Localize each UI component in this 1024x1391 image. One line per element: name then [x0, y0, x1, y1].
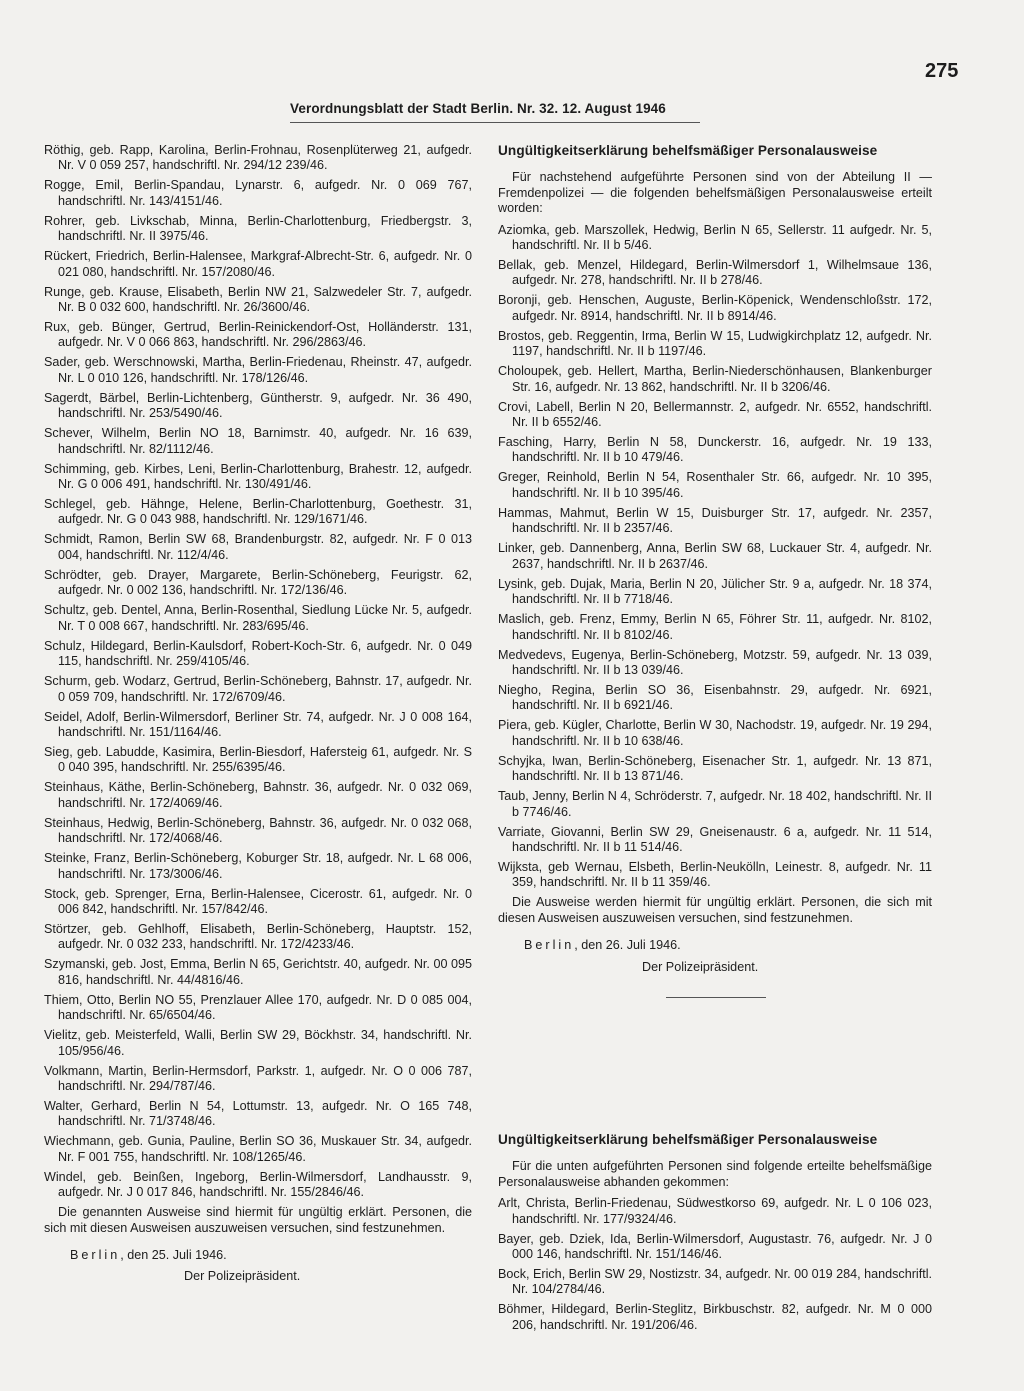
section-1-closing-text: Die Ausweise werden hiermit für ungültig erklärt. Personen, die sich mit diesen Ausweisen auszuweisen versuchen, sind festzunehmen. [498, 895, 932, 925]
section-1-intro: Für nachstehend aufgeführte Personen sind von der Abteilung II — Fremdenpolizei — die folgenden behelfsmäßigen Personalausweise erteilt worden: [498, 170, 932, 216]
section-separator [666, 997, 766, 998]
list-item: Sagerdt, Bärbel, Berlin-Lichtenberg, Güntherstr. 9, aufgedr. Nr. 36 490, handschriftl. Nr. 253/5490/46. [44, 390, 472, 421]
list-item: Störtzer, geb. Gehlhoff, Elisabeth, Berlin-Schöneberg, Hauptstr. 152, aufgedr. Nr. 0 032 233, handschriftl. Nr. 172/4233/46. [44, 921, 472, 952]
left-column [44, 143, 472, 1285]
list-item: Medvedevs, Eugenya, Berlin-Schöneberg, Motzstr. 59, aufgedr. Nr. 13 039, handschriftl. Nr. II b 13 039/46. [498, 647, 932, 677]
list-item: Runge, geb. Krause, Elisabeth, Berlin NW 21, Salzwedeler Str. 7, aufgedr. Nr. B 0 032 600, handschriftl. Nr. 26/3600/46. [44, 284, 472, 315]
list-item: Crovi, Labell, Berlin N 20, Bellermannstr. 2, aufgedr. Nr. 6552, handschriftl. Nr. II b 6552/46. [498, 399, 932, 430]
list-item: Bayer, geb. Dziek, Ida, Berlin-Wilmersdorf, Augustastr. 76, aufgedr. Nr. J 0 000 146, handschriftl. Nr. 151/146/46. [498, 1231, 932, 1262]
list-item: Schimming, geb. Kirbes, Leni, Berlin-Charlottenburg, Brahestr. 12, aufgedr. Nr. G 0 006 491, handschriftl. Nr. 130/491/46. [44, 461, 472, 492]
section-1-dateline [524, 938, 932, 953]
left-signer: Der Polizeipräsident. [184, 1269, 301, 1284]
left-closing-text: Die genannten Ausweise sind hiermit für ungültig erklärt. Personen, die sich mit diesen Ausweisen auszuweisen versuchen, sind festzunehmen. [44, 1205, 472, 1235]
list-item: Röthig, geb. Rapp, Karolina, Berlin-Frohnau, Rosenplüterweg 21, aufgedr. Nr. V 0 059 257, handschriftl. Nr. 294/12 239/46. [44, 143, 472, 173]
list-item: Greger, Reinhold, Berlin N 54, Rosenthaler Str. 66, aufgedr. Nr. 10 395, handschriftl. Nr. II b 10 395/46. [498, 470, 932, 500]
list-item: Wiechmann, geb. Gunia, Pauline, Berlin SO 36, Muskauer Str. 34, aufgedr. Nr. F 001 755, handschriftl. Nr. 108/1265/46. [44, 1134, 472, 1164]
list-item: Volkmann, Martin, Berlin-Hermsdorf, Parkstr. 1, aufgedr. Nr. O 0 006 787, handschriftl. Nr. 294/787/46. [44, 1063, 472, 1093]
list-item: Seidel, Adolf, Berlin-Wilmersdorf, Berliner Str. 74, aufgedr. Nr. J 0 008 164, handschriftl. Nr. 151/1164/46. [44, 709, 472, 739]
list-item: Schlegel, geb. Hähnge, Helene, Berlin-Charlottenburg, Goethestr. 31, aufgedr. Nr. G 0 043 988, handschriftl. Nr. 129/1671/46. [44, 497, 472, 527]
list-item: Niegho, Regina, Berlin SO 36, Eisenbahnstr. 29, aufgedr. Nr. 6921, handschriftl. Nr. II b 6921/46. [498, 682, 932, 713]
list-item: Taub, Jenny, Berlin N 4, Schröderstr. 7, aufgedr. Nr. 18 402, handschriftl. Nr. II b 7746/46. [498, 789, 932, 819]
right-column-section-1 [498, 143, 932, 998]
list-item: Stock, geb. Sprenger, Erna, Berlin-Halensee, Cicerostr. 61, aufgedr. Nr. 0 006 842, handschriftl. Nr. 157/842/46. [44, 886, 472, 916]
section-2-title: Ungültigkeitserklärung behelfsmäßiger Personalausweise [498, 1132, 878, 1147]
list-item: Schmidt, Ramon, Berlin SW 68, Brandenburgstr. 82, aufgedr. Nr. F 0 013 004, handschriftl. Nr. 112/4/46. [44, 532, 472, 562]
list-item: Szymanski, geb. Jost, Emma, Berlin N 65, Gerichtstr. 40, aufgedr. Nr. 00 095 816, handschriftl. Nr. 44/4816/46. [44, 957, 472, 987]
left-date-text: , den 25. Juli 1946. [120, 1248, 227, 1262]
header-rule [290, 122, 700, 123]
running-header: Verordnungsblatt der Stadt Berlin. Nr. 32. 12. August 1946 [290, 101, 666, 116]
list-item: Piera, geb. Kügler, Charlotte, Berlin W 30, Nachodstr. 19, aufgedr. Nr. 19 294, handschriftl. Nr. II b 10 638/46. [498, 718, 932, 748]
list-item: Sader, geb. Werschnowski, Martha, Berlin-Friedenau, Rheinstr. 47, aufgedr. Nr. L 0 010 126, handschriftl. Nr. 178/126/46. [44, 355, 472, 385]
list-item: Boronji, geb. Henschen, Auguste, Berlin-Köpenick, Wendenschloßstr. 172, aufgedr. Nr. 8914, handschriftl. Nr. II b 8914/46. [498, 293, 932, 323]
list-item: Rückert, Friedrich, Berlin-Halensee, Markgraf-Albrecht-Str. 6, aufgedr. Nr. 0 021 080, handschriftl. Nr. 157/2080/46. [44, 249, 472, 279]
list-item: Steinke, Franz, Berlin-Schöneberg, Koburger Str. 18, aufgedr. Nr. L 68 006, handschriftl. Nr. 173/3006/46. [44, 851, 472, 881]
list-item: Rogge, Emil, Berlin-Spandau, Lynarstr. 6, aufgedr. Nr. 0 069 767, handschriftl. Nr. 143/4151/46. [44, 178, 472, 208]
list-item: Schurm, geb. Wodarz, Gertrud, Berlin-Schöneberg, Bahnstr. 17, aufgedr. Nr. 0 059 709, handschriftl. Nr. 172/6709/46. [44, 674, 472, 704]
list-item: Brostos, geb. Reggentin, Irma, Berlin W 15, Ludwigkirchplatz 12, aufgedr. Nr. 1197, handschriftl. Nr. II b 1197/46. [498, 328, 932, 359]
section-2-entry-list [498, 1196, 932, 1333]
list-item: Sieg, geb. Labudde, Kasimira, Berlin-Biesdorf, Hafersteig 61, aufgedr. Nr. S 0 040 395, handschriftl. Nr. 255/6395/46. [44, 744, 472, 775]
list-item: Arlt, Christa, Berlin-Friedenau, Südwestkorso 69, aufgedr. Nr. L 0 106 023, handschriftl. Nr. 177/9324/46. [498, 1196, 932, 1226]
list-item: Maslich, geb. Frenz, Emmy, Berlin N 65, Föhrer Str. 11, aufgedr. Nr. 8102, handschriftl. Nr. II b 8102/46. [498, 612, 932, 642]
list-item: Wijksta, geb Wernau, Elsbeth, Berlin-Neukölln, Leinestr. 8, aufgedr. Nr. 11 359, handschriftl. Nr. II b 11 359/46. [498, 859, 932, 890]
list-item: Linker, geb. Dannenberg, Anna, Berlin SW 68, Luckauer Str. 4, aufgedr. Nr. 2637, handschriftl. Nr. II b 2637/46. [498, 541, 932, 571]
list-item: Rohrer, geb. Livkschab, Minna, Berlin-Charlottenburg, Friedbergstr. 3, handschriftl. Nr. II 3975/46. [44, 213, 472, 244]
list-item: Bock, Erich, Berlin SW 29, Nostizstr. 34, aufgedr. Nr. 00 019 284, handschriftl. Nr. 104/2784/46. [498, 1267, 932, 1297]
section-1-date-text: , den 26. Juli 1946. [574, 938, 681, 953]
list-item: Thiem, Otto, Berlin NO 55, Prenzlauer Allee 170, aufgedr. Nr. D 0 085 004, handschriftl. Nr. 65/6504/46. [44, 992, 472, 1023]
page-number: 275 [925, 60, 959, 82]
section-1-date-place: Berlin [524, 938, 575, 953]
list-item: Rux, geb. Bünger, Gertrud, Berlin-Reinickendorf-Ost, Holländerstr. 131, aufgedr. Nr. V 0 066 863, handschriftl. Nr. 296/2863/46. [44, 320, 472, 350]
left-entry-list [44, 143, 472, 1201]
list-item: Schulz, Hildegard, Berlin-Kaulsdorf, Robert-Koch-Str. 6, aufgedr. Nr. 0 049 115, handschriftl. Nr. 259/4105/46. [44, 638, 472, 669]
list-item: Aziomka, geb. Marszollek, Hedwig, Berlin N 65, Sellerstr. 11 aufgedr. Nr. 5, handschriftl. Nr. II b 5/46. [498, 222, 932, 253]
section-1-title: Ungültigkeitserklärung behelfsmäßiger Personalausweise [498, 143, 878, 158]
section-1-signer: Der Polizeipräsident. [642, 959, 759, 974]
list-item: Schrödter, geb. Drayer, Margarete, Berlin-Schöneberg, Feurigstr. 62, aufgedr. Nr. 0 002 136, handschriftl. Nr. 172/136/46. [44, 567, 472, 598]
left-date-place: Berlin [70, 1248, 121, 1262]
list-item: Böhmer, Hildegard, Berlin-Steglitz, Birkbuschstr. 82, aufgedr. Nr. M 0 000 206, handschriftl. Nr. 191/206/46. [498, 1302, 932, 1332]
list-item: Windel, geb. Beinßen, Ingeborg, Berlin-Wilmersdorf, Landhausstr. 9, aufgedr. Nr. J 0 017 846, handschriftl. Nr. 155/2846/46. [44, 1169, 472, 1200]
section-1-entry-list [498, 223, 932, 891]
left-dateline [70, 1248, 472, 1263]
list-item: Bellak, geb. Menzel, Hildegard, Berlin-Wilmersdorf 1, Wilhelmsaue 136, aufgedr. Nr. 278, handschriftl. Nr. II b 278/46. [498, 258, 932, 288]
list-item: Hammas, Mahmut, Berlin W 15, Duisburger Str. 17, aufgedr. Nr. 2357, handschriftl. Nr. II b 2357/46. [498, 505, 932, 536]
list-item: Steinhaus, Käthe, Berlin-Schöneberg, Bahnstr. 36, aufgedr. Nr. 0 032 069, handschriftl. Nr. 172/4069/46. [44, 780, 472, 810]
list-item: Vielitz, geb. Meisterfeld, Walli, Berlin SW 29, Böckhstr. 34, handschriftl. Nr. 105/956/46. [44, 1028, 472, 1058]
right-column-section-2 [498, 1132, 932, 1338]
list-item: Choloupek, geb. Hellert, Martha, Berlin-Niederschönhausen, Blankenburger Str. 16, aufgedr. Nr. 13 862, handschriftl. Nr. II b 3206/46. [498, 364, 932, 394]
list-item: Fasching, Harry, Berlin N 58, Dunckerstr. 16, aufgedr. Nr. 19 133, handschriftl. Nr. II b 10 479/46. [498, 435, 932, 465]
list-item: Schyjka, Iwan, Berlin-Schöneberg, Eisenacher Str. 1, aufgedr. Nr. 13 871, handschriftl. Nr. II b 13 871/46. [498, 753, 932, 784]
list-item: Schever, Wilhelm, Berlin NO 18, Barnimstr. 40, aufgedr. Nr. 16 639, handschriftl. Nr. 82/1112/46. [44, 426, 472, 456]
list-item: Lysink, geb. Dujak, Maria, Berlin N 20, Jülicher Str. 9 a, aufgedr. Nr. 18 374, handschriftl. Nr. II b 7718/46. [498, 576, 932, 607]
list-item: Walter, Gerhard, Berlin N 54, Lottumstr. 13, aufgedr. Nr. O 165 748, handschriftl. Nr. 71/3748/46. [44, 1098, 472, 1129]
section-2-intro: Für die unten aufgeführten Personen sind folgende erteilte behelfsmäßige Personalausweise abhanden gekommen: [498, 1159, 932, 1189]
list-item: Steinhaus, Hedwig, Berlin-Schöneberg, Bahnstr. 36, aufgedr. Nr. 0 032 068, handschriftl. Nr. 172/4068/46. [44, 815, 472, 846]
list-item: Schultz, geb. Dentel, Anna, Berlin-Rosenthal, Siedlung Lücke Nr. 5, aufgedr. Nr. T 0 008 667, handschriftl. Nr. 283/695/46. [44, 603, 472, 633]
list-item: Varriate, Giovanni, Berlin SW 29, Gneisenaustr. 6 a, aufgedr. Nr. 11 514, handschriftl. Nr. II b 11 514/46. [498, 824, 932, 854]
